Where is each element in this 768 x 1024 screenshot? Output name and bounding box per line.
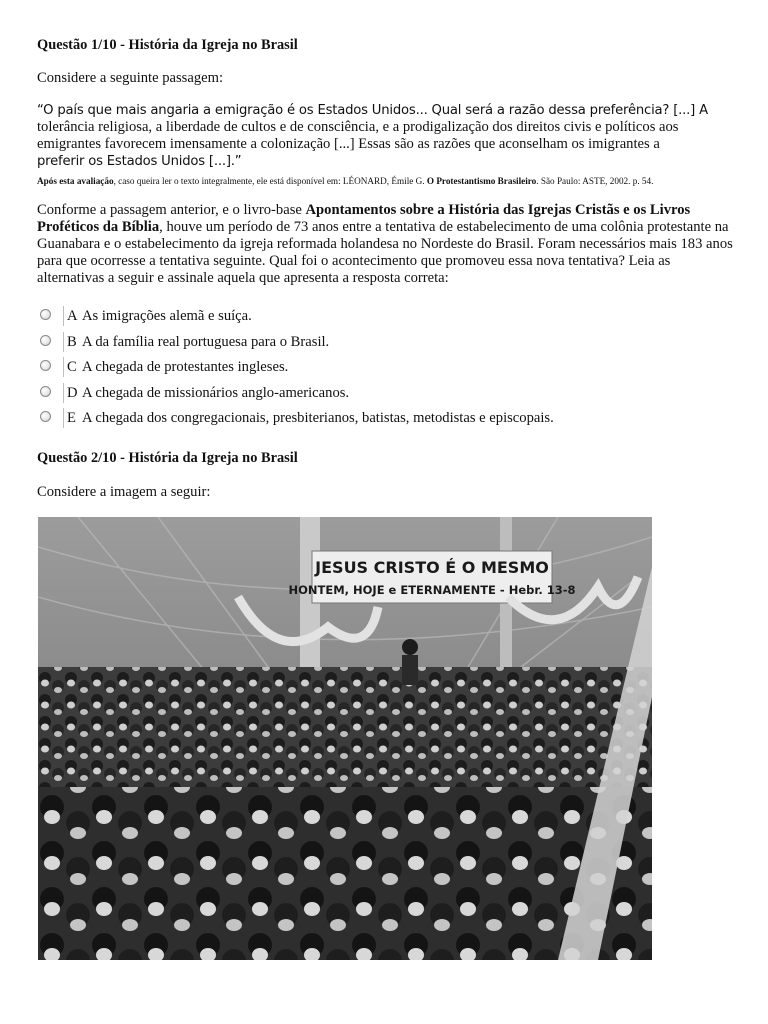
- question-1-intro: Considere a seguinte passagem:: [37, 70, 224, 86]
- citation-text-1: , caso queira ler o texto integralmente, ele está disponível em: LÉONARD, Émile G.: [113, 176, 427, 186]
- option-e-separator: [63, 408, 64, 428]
- banner-line-2: HONTEM, HOJE e ETERNAMENTE - Hebr. 13-8: [288, 583, 576, 597]
- option-c-text: A chegada de protestantes ingleses.: [82, 359, 289, 375]
- preacher-head: [402, 639, 418, 655]
- option-b-letter: B: [67, 333, 77, 350]
- option-b-radio[interactable]: [40, 335, 51, 346]
- answer-options: [37, 306, 737, 434]
- option-a[interactable]: [37, 306, 737, 332]
- option-d[interactable]: [37, 383, 737, 409]
- option-d-radio[interactable]: [40, 386, 51, 397]
- quote-passage: [37, 102, 737, 170]
- citation-book: O Protestantismo Brasileiro: [426, 176, 537, 186]
- question-1-text-pre: Conforme a passagem anterior, e o livro-base: [37, 202, 306, 218]
- option-a-text: As imigrações alemã e suíça.: [82, 308, 252, 324]
- question-1-text: [37, 202, 737, 287]
- question-1-text-post: , houve um período de 73 anos entre a tentativa de estabelecimento de uma colônia protestante na Guanabara e o estabelecimento da igreja reformada holandesa no Nordeste do Brasil. Foram necessários mais 183 anos para que ocorresse a tentativa seguinte. Qual foi o acontecimento que promoveu essa nova tentativa? Leia as alternativas a seguir e assinale aquela que apresenta a resposta correta:: [37, 219, 733, 286]
- quote-line-4: preferir os Estados Unidos [...].”: [37, 154, 242, 169]
- option-b-separator: [63, 332, 64, 352]
- option-a-letter: A: [67, 308, 78, 324]
- option-e-text: A chegada dos congregacionais, presbiterianos, batistas, metodistas e episcopais.: [82, 410, 554, 426]
- option-c-radio[interactable]: [40, 360, 51, 371]
- option-c-separator: [63, 357, 64, 377]
- option-c-letter: C: [67, 359, 77, 375]
- preacher-body: [402, 655, 418, 685]
- question-1-book-title: Apontamentos sobre a História das Igrejas Cristãs e os Livros Proféticos da Bíblia: [37, 202, 691, 235]
- option-d-separator: [63, 383, 64, 403]
- option-d-text: A chegada de missionários anglo-americanos.: [82, 384, 350, 401]
- quote-line-1: “O país que mais angaria a emigração é os Estados Unidos... Qual será a razão dessa preferência? [...] A: [37, 103, 708, 118]
- citation-lead: Após esta avaliação: [37, 176, 114, 186]
- quote-line-3: emigrantes favorecem imensamente a colonização [...] Essas são as razões que aconselham os imigrantes a: [37, 136, 660, 152]
- option-a-radio[interactable]: [40, 309, 51, 320]
- question-2-intro: Considere a imagem a seguir:: [37, 484, 211, 500]
- tent-revival-photo: [38, 517, 652, 960]
- option-e[interactable]: [37, 408, 737, 434]
- question-2-title: Questão 2/10 - História da Igreja no Brasil: [37, 450, 298, 466]
- banner-line-1: JESUS CRISTO É O MESMO: [315, 558, 549, 577]
- crowd-near: [38, 787, 652, 960]
- quote-line-2: tolerância religiosa, a liberdade de cultos e de consciência, e a prodigalização dos direitos civis e políticos aos: [37, 119, 679, 135]
- crowd-far: [38, 667, 652, 797]
- option-e-radio[interactable]: [40, 411, 51, 422]
- citation: [37, 176, 737, 187]
- option-e-letter: E: [67, 410, 76, 426]
- option-b[interactable]: [37, 332, 737, 358]
- citation-text-2: . São Paulo: ASTE, 2002. p. 54.: [536, 176, 654, 186]
- option-d-letter: D: [67, 384, 78, 401]
- option-c[interactable]: [37, 357, 737, 383]
- option-b-text: A da família real portuguesa para o Brasil.: [82, 333, 330, 350]
- tent-revival-photo-drawing: [38, 517, 652, 960]
- question-1-title: Questão 1/10 - História da Igreja no Brasil: [37, 37, 298, 53]
- option-a-separator: [63, 306, 64, 326]
